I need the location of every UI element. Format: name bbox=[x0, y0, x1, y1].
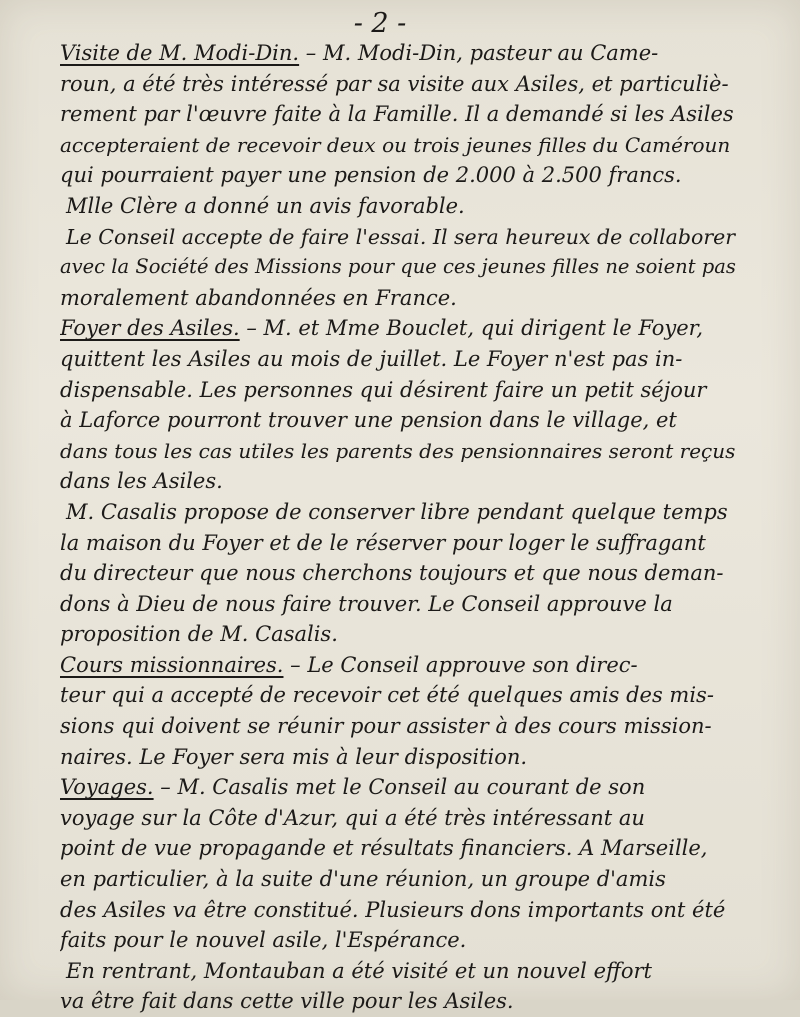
line-text: dans les Asiles. bbox=[60, 469, 223, 494]
page-number: - 2 - bbox=[353, 8, 407, 39]
line-text: M. Casalis propose de conserver libre pendant quelque temps bbox=[66, 499, 728, 524]
text-line bbox=[60, 466, 740, 497]
line-text: roun, a été très intéressé par sa visite aux Asiles, et particuliè- bbox=[60, 71, 729, 96]
text-line bbox=[60, 283, 740, 314]
line-text: – M. Casalis met le Conseil au courant de son bbox=[153, 775, 646, 800]
text-line bbox=[60, 130, 740, 161]
line-text: à Laforce pourront trouver une pension dans le village, et bbox=[60, 408, 677, 433]
text-line bbox=[60, 864, 740, 895]
text-line bbox=[60, 650, 740, 681]
text-line bbox=[60, 191, 740, 222]
text-line bbox=[60, 619, 740, 650]
text-line bbox=[60, 222, 740, 253]
line-text: avec la Société des Missions pour que ces jeunes filles ne soient pas bbox=[60, 255, 736, 279]
text-line bbox=[60, 436, 740, 467]
line-text: – M. Modi-Din, pasteur au Came- bbox=[299, 41, 659, 65]
line-text: moralement abandonnées en France. bbox=[60, 285, 457, 310]
line-text: En rentrant, Montauban a été visité et un nouvel effort bbox=[66, 958, 653, 983]
line-text: teur qui a accepté de recevoir cet été quelques amis des mis- bbox=[60, 683, 714, 708]
text-line bbox=[60, 680, 740, 711]
text-line bbox=[60, 528, 740, 559]
text-line bbox=[60, 925, 740, 956]
line-text: dispensable. Les personnes qui désirent faire un petit séjour bbox=[60, 377, 707, 402]
section-heading: Foyer des Asiles. bbox=[60, 316, 240, 341]
line-text: – M. et Mme Bouclet, qui dirigent le Foyer, bbox=[239, 316, 704, 341]
text-line bbox=[60, 558, 740, 589]
section-heading: Cours missionnaires. bbox=[60, 652, 284, 677]
text-line bbox=[60, 375, 740, 406]
text-line bbox=[60, 99, 740, 130]
line-text: qui pourraient payer une pension de 2.000 à 2.500 francs. bbox=[60, 163, 682, 188]
text-line bbox=[60, 69, 740, 100]
line-text: va être fait dans cette ville pour les Asiles. bbox=[60, 989, 514, 1014]
line-text: voyage sur la Côte d'Azur, qui a été très intéressant au bbox=[60, 805, 645, 830]
line-text: du directeur que nous cherchons toujours et que nous deman- bbox=[60, 561, 724, 586]
text-line bbox=[60, 772, 740, 803]
line-text: proposition de M. Casalis. bbox=[60, 622, 338, 647]
line-text: quittent les Asiles au mois de juillet. Le Foyer n'est pas in- bbox=[60, 346, 683, 371]
line-text: faits pour le nouvel asile, l'Espérance. bbox=[60, 928, 467, 953]
handwritten-text-block bbox=[60, 38, 740, 1017]
section-heading: Visite de M. Modi-Din. bbox=[60, 41, 300, 65]
line-text: sions qui doivent se réunir pour assister à des cours mission- bbox=[60, 714, 712, 739]
text-line bbox=[60, 742, 740, 773]
text-line bbox=[60, 160, 740, 191]
text-line bbox=[60, 803, 740, 834]
text-line bbox=[60, 986, 740, 1017]
line-text: accepteraient de recevoir deux ou trois jeunes filles du Caméroun bbox=[60, 132, 731, 157]
line-text: Mlle Clère a donné un avis favorable. bbox=[66, 193, 465, 218]
text-line bbox=[60, 833, 740, 864]
text-line bbox=[60, 313, 740, 344]
line-text: naires. Le Foyer sera mis à leur disposition. bbox=[60, 744, 528, 769]
text-line bbox=[60, 589, 740, 620]
line-text: des Asiles va être constitué. Plusieurs dons importants ont été bbox=[60, 897, 726, 922]
section-heading: Voyages. bbox=[60, 775, 154, 800]
text-line bbox=[60, 344, 740, 375]
text-line bbox=[60, 38, 740, 69]
text-line bbox=[60, 895, 740, 926]
text-line bbox=[60, 956, 740, 987]
line-text: la maison du Foyer et de le réserver pour loger le suffragant bbox=[60, 530, 706, 555]
text-line bbox=[60, 405, 740, 436]
text-line bbox=[60, 252, 740, 283]
text-line bbox=[60, 711, 740, 742]
line-text: point de vue propagande et résultats financiers. A Marseille, bbox=[60, 836, 708, 861]
line-text: en particulier, à la suite d'une réunion, un groupe d'amis bbox=[60, 867, 666, 892]
line-text: dans tous les cas utiles les parents des pensionnaires seront reçus bbox=[60, 438, 736, 463]
text-line bbox=[60, 497, 740, 528]
line-text: Le Conseil accepte de faire l'essai. Il sera heureux de collaborer bbox=[66, 224, 736, 249]
line-text: – Le Conseil approuve son direc- bbox=[283, 652, 638, 677]
line-text: rement par l'œuvre faite à la Famille. Il a demandé si les Asiles bbox=[60, 102, 734, 127]
line-text: dons à Dieu de nous faire trouver. Le Conseil approuve la bbox=[60, 591, 673, 616]
